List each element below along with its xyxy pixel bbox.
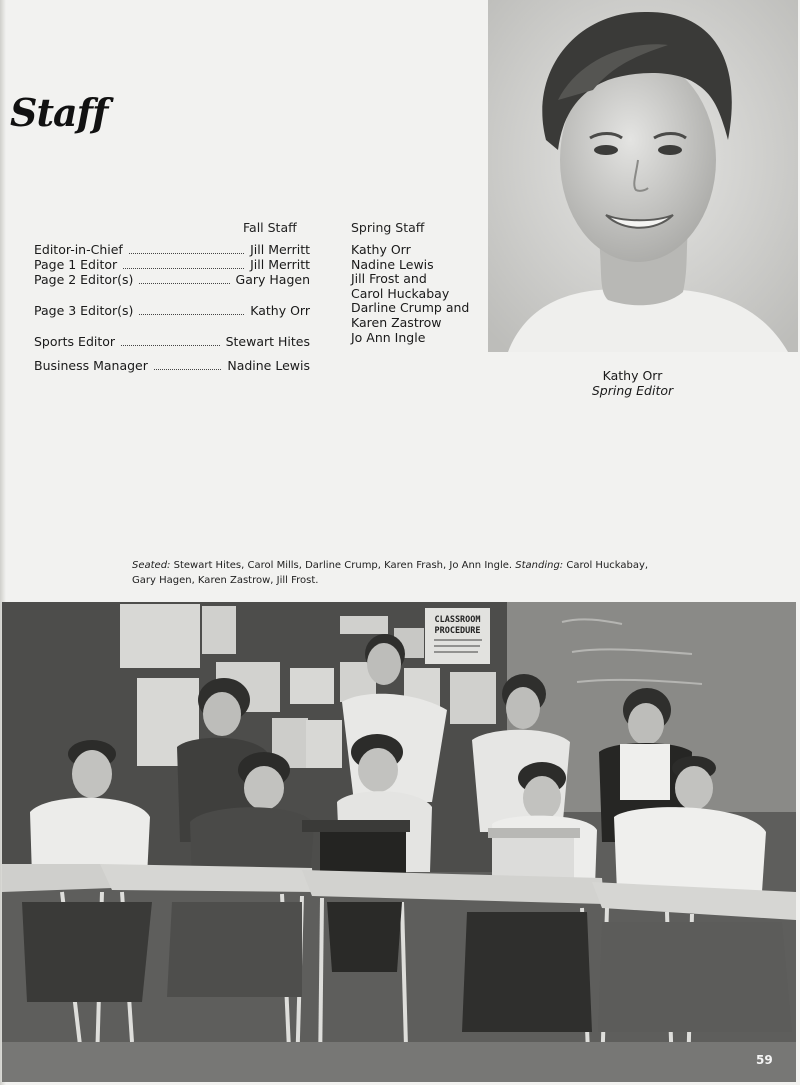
staff-role: Page 1 Editor bbox=[34, 257, 118, 272]
portrait-role: Spring Editor bbox=[591, 383, 674, 398]
staff-fall-name: Nadine Lewis bbox=[227, 358, 310, 373]
page-number: 59 bbox=[756, 1053, 773, 1067]
staff-role: Sports Editor bbox=[34, 334, 116, 349]
staff-fall-name: Jill Merritt bbox=[250, 242, 310, 257]
editor-portrait-photo bbox=[488, 0, 798, 352]
leader-dots bbox=[154, 360, 221, 370]
staff-row-page-3-editor bbox=[34, 304, 310, 318]
staff-row-page-2-editor bbox=[34, 273, 310, 287]
staff-role: Editor-in-Chief bbox=[34, 242, 123, 257]
staff-role: Business Manager bbox=[34, 358, 148, 373]
page-title: Staff bbox=[10, 90, 108, 135]
spring-staff-line: Nadine Lewis bbox=[351, 256, 434, 272]
staff-fall-name: Stewart Hites bbox=[225, 334, 310, 349]
leader-dots bbox=[139, 305, 244, 315]
group-photo-caption bbox=[132, 558, 672, 588]
leader-dots bbox=[121, 336, 220, 346]
leader-dots bbox=[123, 259, 244, 269]
portrait-name: Kathy Orr bbox=[602, 368, 663, 383]
staff-group-photo bbox=[2, 602, 796, 1082]
spring-staff-header: Spring Staff bbox=[351, 220, 425, 235]
staff-row-editor-in-chief bbox=[34, 243, 310, 257]
seated-label: Seated: bbox=[132, 560, 171, 571]
staff-row-page-1-editor bbox=[34, 258, 310, 272]
standing-names: Carol Huckabay, Gary Hagen, Karen Zastrow, Jill Frost. bbox=[132, 560, 649, 586]
staff-fall-name: Gary Hagen bbox=[235, 272, 310, 287]
staff-fall-name: Jill Merritt bbox=[250, 257, 310, 272]
seated-names: Stewart Hites, Carol Mills, Darline Crump, Karen Frash, Jo Ann Ingle. bbox=[173, 560, 513, 571]
standing-label: Standing: bbox=[515, 560, 564, 571]
portrait-caption bbox=[560, 368, 705, 398]
spring-staff-line: Jo Ann Ingle bbox=[351, 329, 426, 345]
staff-fall-name: Kathy Orr bbox=[250, 303, 310, 318]
spring-staff-line: Kathy Orr bbox=[351, 242, 411, 257]
staff-row-sports-editor bbox=[34, 335, 310, 349]
spring-staff-line: Carol Huckabay bbox=[351, 285, 450, 301]
classroom-sign-line-1: CLASSROOM bbox=[434, 615, 481, 625]
spring-staff-line: Karen Zastrow bbox=[351, 314, 442, 330]
spring-staff-line: Darline Crump and bbox=[351, 300, 470, 316]
spring-staff-list bbox=[351, 243, 469, 345]
leader-dots bbox=[139, 274, 229, 284]
spring-staff-line: Jill Frost and bbox=[351, 271, 427, 287]
staff-role: Page 2 Editor(s) bbox=[34, 272, 134, 287]
staff-role: Page 3 Editor(s) bbox=[34, 303, 134, 318]
leader-dots bbox=[129, 244, 244, 254]
classroom-sign-line-2: PROCEDURE bbox=[434, 626, 481, 636]
staff-row-business-manager bbox=[34, 359, 310, 373]
fall-staff-header: Fall Staff bbox=[243, 220, 297, 235]
